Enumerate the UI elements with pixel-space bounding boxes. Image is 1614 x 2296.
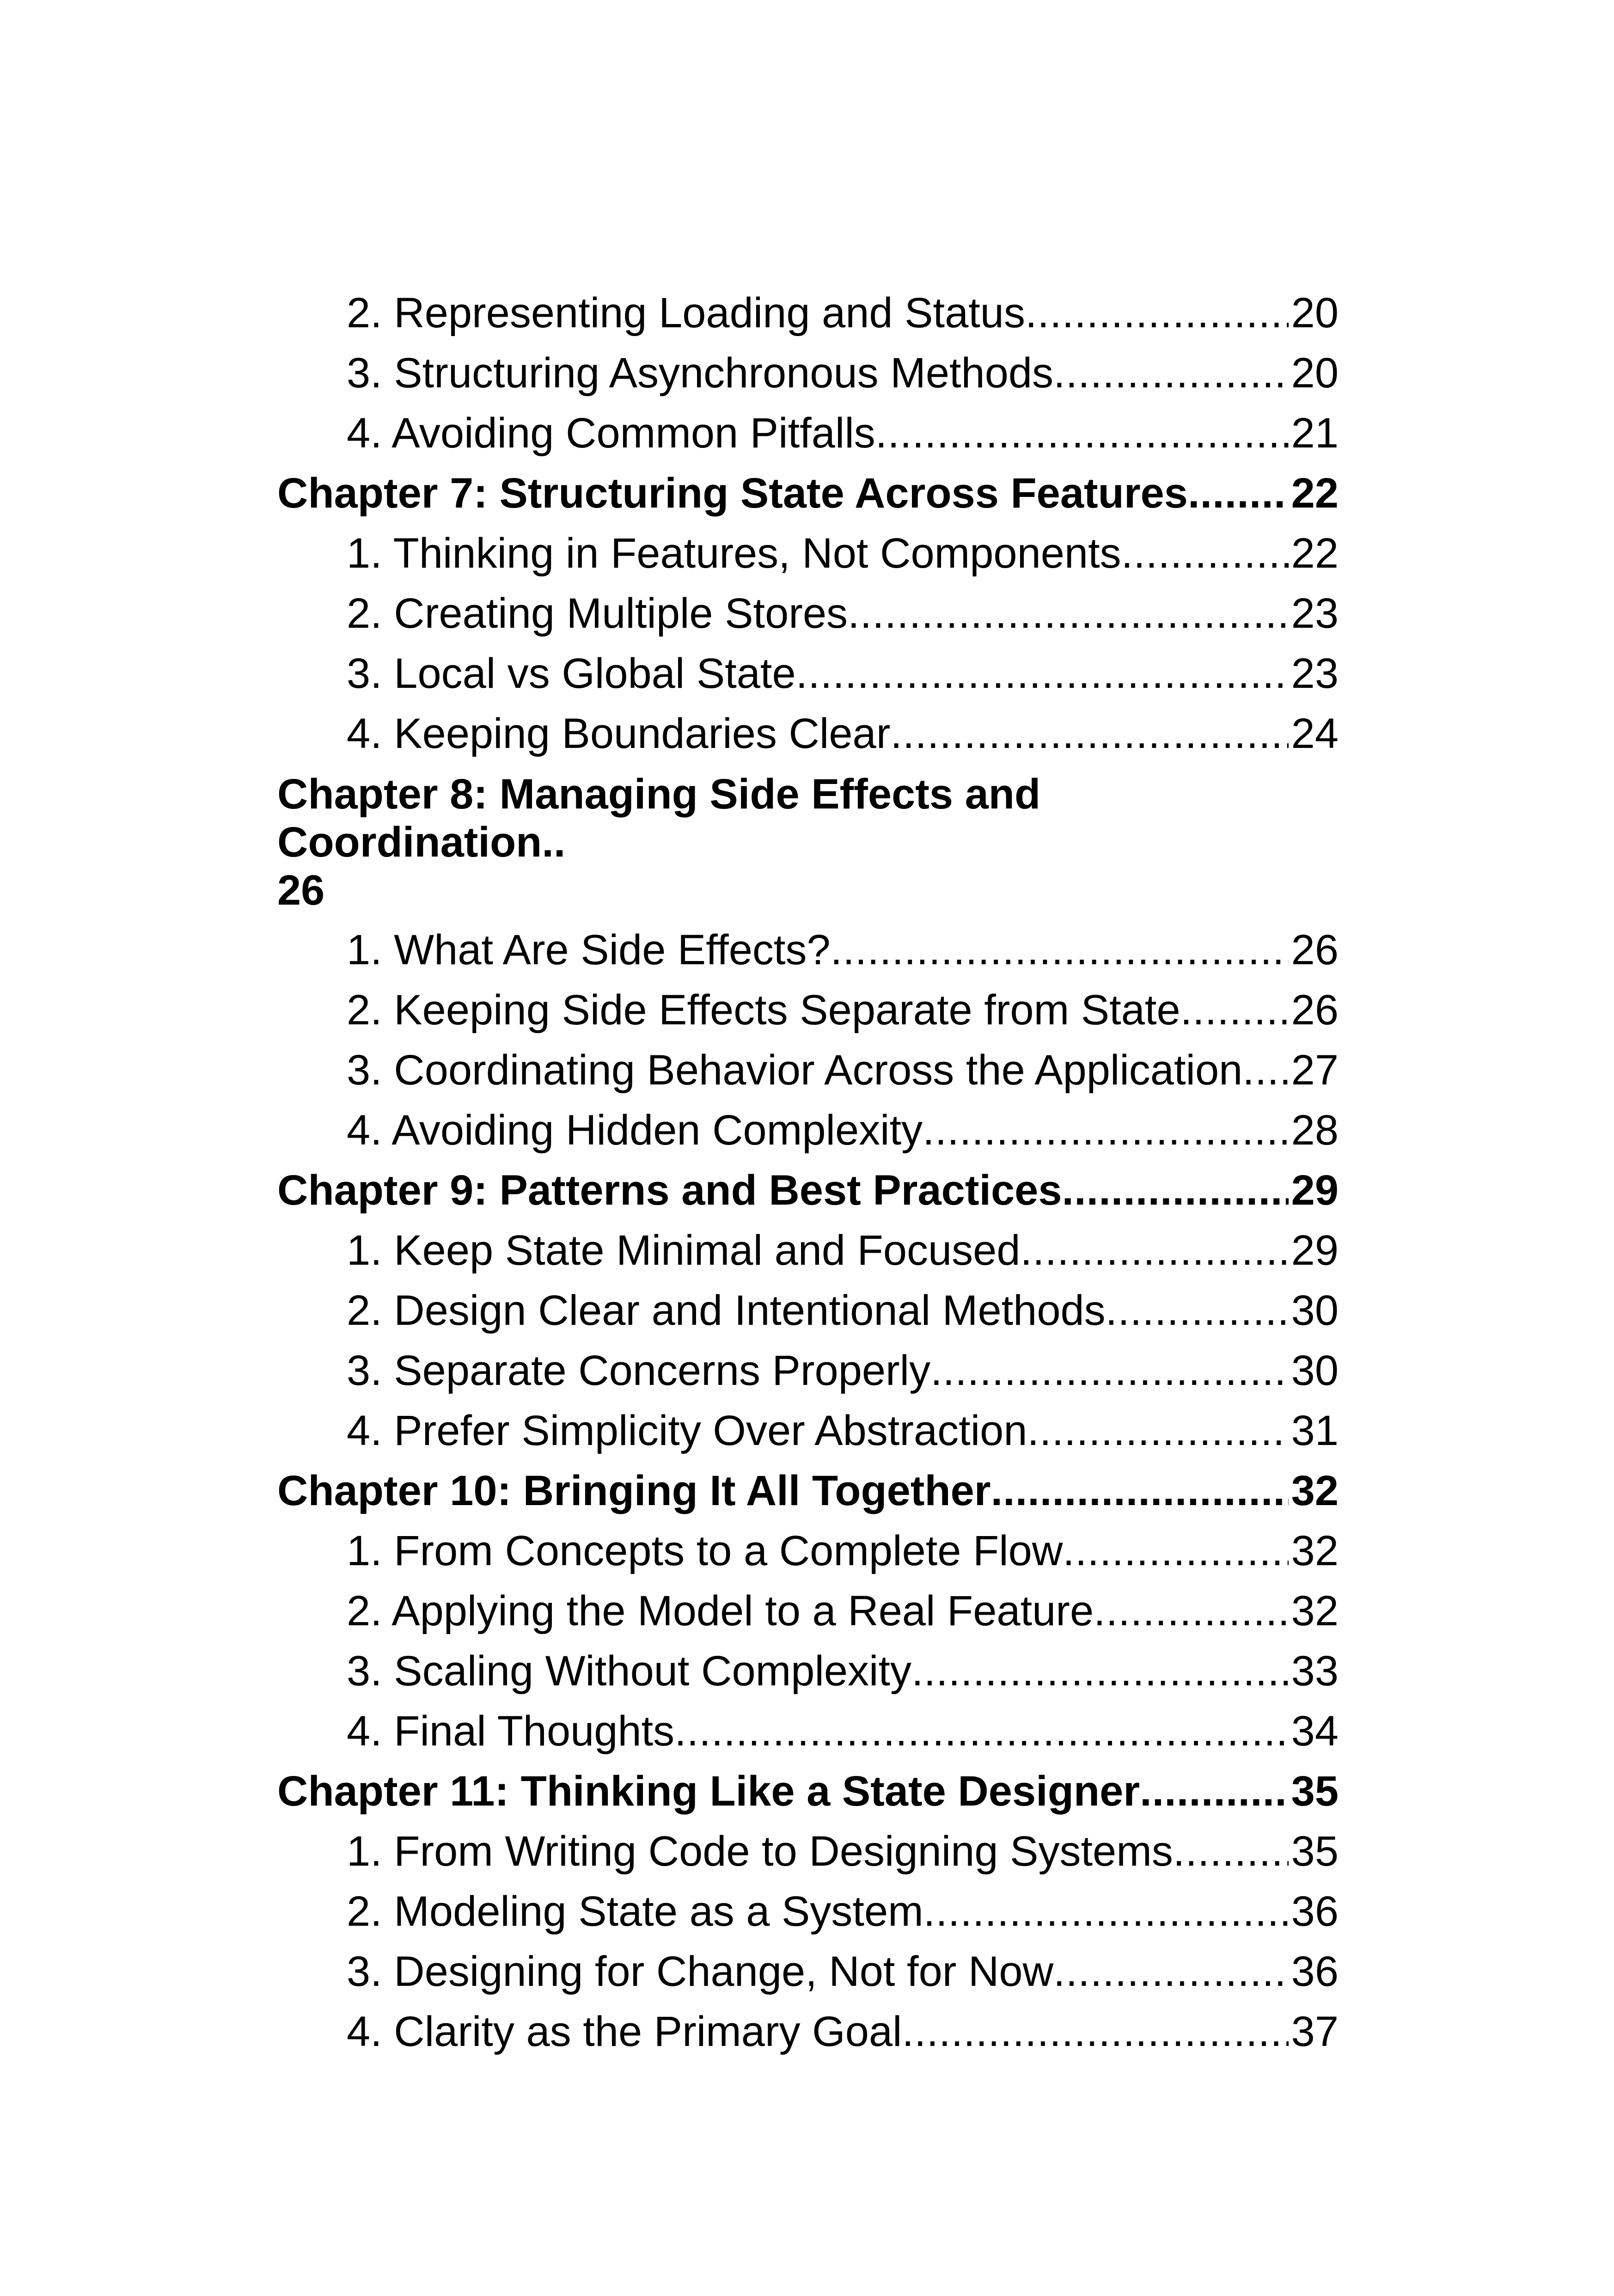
- toc-section-entry[interactable]: [277, 980, 1339, 1040]
- toc-entry-title: 3. Scaling Without Complexity: [347, 1647, 912, 1695]
- toc-chapter-entry[interactable]: [277, 1761, 1339, 1821]
- toc-section-entry[interactable]: [277, 583, 1339, 643]
- dot-leader: [1021, 1220, 1289, 1280]
- toc-section-entry[interactable]: [277, 343, 1339, 403]
- dot-leader: [1242, 1040, 1288, 1100]
- dot-leader: [796, 643, 1289, 704]
- toc-entry-title: 2. Applying the Model to a Real Feature: [347, 1587, 1094, 1635]
- toc-chapter-entry[interactable]: [277, 1160, 1339, 1220]
- toc-page-number: 35: [1291, 1768, 1339, 1815]
- dot-leader: [902, 2002, 1288, 2062]
- toc-section-entry[interactable]: [277, 1280, 1339, 1341]
- dot-leader: [1063, 1521, 1288, 1581]
- toc-chapter-entry[interactable]: [277, 463, 1339, 523]
- toc-entry-title: 4. Avoiding Hidden Complexity: [347, 1107, 923, 1154]
- toc-entry-title: 4. Prefer Simplicity Over Abstraction: [347, 1407, 1027, 1454]
- toc-page-number: 20: [1291, 349, 1339, 397]
- dot-leader: [1094, 1581, 1289, 1641]
- toc-section-entry[interactable]: [277, 1641, 1339, 1701]
- toc-chapter-title: Chapter 9: Patterns and Best Practices: [277, 1167, 1062, 1214]
- toc-section-entry[interactable]: [277, 1401, 1339, 1461]
- dot-leader: [930, 1341, 1289, 1401]
- toc-page-number: 27: [1291, 1047, 1339, 1094]
- toc-page-number: 22: [1291, 470, 1339, 517]
- toc-page-number: 29: [1291, 1167, 1339, 1214]
- toc-page-number: 37: [1291, 2008, 1339, 2055]
- toc-entry-title: 4. Clarity as the Primary Goal: [347, 2008, 902, 2055]
- toc-entry-title: 4. Final Thoughts: [347, 1708, 675, 1755]
- toc-chapter-title: Chapter 7: Structuring State Across Features: [277, 470, 1188, 517]
- toc-section-entry[interactable]: [277, 2002, 1339, 2062]
- toc-section-entry[interactable]: [277, 1941, 1339, 2002]
- toc-section-entry[interactable]: [277, 283, 1339, 343]
- toc-page-number: 32: [1291, 1527, 1339, 1574]
- dot-leader: [890, 704, 1288, 764]
- dot-leader: [923, 1881, 1289, 1941]
- toc-section-entry[interactable]: [277, 1881, 1339, 1941]
- dot-leader: [911, 1641, 1289, 1701]
- toc-section-entry[interactable]: [277, 1821, 1339, 1881]
- toc-page-number: 32: [1291, 1587, 1339, 1635]
- dot-leader: [1140, 1761, 1289, 1821]
- toc-page-number: 36: [1291, 1888, 1339, 1935]
- toc-entry-title: 3. Coordinating Behavior Across the Application: [347, 1047, 1243, 1094]
- toc-page-number: 20: [1291, 289, 1339, 337]
- toc-page-number: 26: [1291, 926, 1339, 974]
- toc-section-entry[interactable]: [277, 403, 1339, 463]
- toc-chapter-title: Chapter 10: Bringing It All Together: [277, 1467, 991, 1514]
- toc-entry-title: 4. Avoiding Common Pitfalls: [347, 410, 875, 457]
- toc-section-entry[interactable]: [277, 920, 1339, 980]
- dot-leader: [831, 920, 1289, 980]
- toc-page-number: 32: [1291, 1467, 1339, 1514]
- toc-page-number: 30: [1291, 1347, 1339, 1394]
- toc-section-entry[interactable]: [277, 704, 1339, 764]
- toc-page-number: 23: [1291, 590, 1339, 637]
- dot-leader: [1106, 1280, 1289, 1341]
- dot-leader: [991, 1461, 1289, 1521]
- dot-leader: ..: [542, 819, 566, 866]
- toc-chapter-title: Chapter 8: Managing Side Effects and Coordination: [277, 771, 1041, 866]
- dot-leader: [1173, 1821, 1289, 1881]
- dot-leader: [875, 403, 1289, 463]
- dot-leader: [1053, 1941, 1289, 2002]
- toc-section-entry[interactable]: [277, 1581, 1339, 1641]
- toc-page-number: 23: [1291, 650, 1339, 697]
- toc-entry-title: 1. From Concepts to a Complete Flow: [347, 1527, 1063, 1574]
- toc-section-entry[interactable]: [277, 523, 1339, 583]
- dot-leader: [923, 1100, 1289, 1160]
- toc-page-number: 30: [1291, 1287, 1339, 1334]
- dot-leader: [1180, 980, 1289, 1040]
- toc-section-entry[interactable]: [277, 1521, 1339, 1581]
- dot-leader: [1053, 343, 1289, 403]
- toc-entry-title: 1. Thinking in Features, Not Components: [347, 530, 1121, 577]
- toc-section-entry[interactable]: [277, 643, 1339, 704]
- toc-entry-title: 2. Creating Multiple Stores: [347, 590, 848, 637]
- toc-page-number: 28: [1291, 1107, 1339, 1154]
- dot-leader: [1062, 1160, 1289, 1220]
- dot-leader: [1027, 1401, 1289, 1461]
- dot-leader: [674, 1701, 1288, 1761]
- toc-entry-title: 3. Structuring Asynchronous Methods: [347, 349, 1054, 397]
- toc-chapter-entry[interactable]: [277, 764, 1339, 920]
- toc-page-number: 36: [1291, 1948, 1339, 1995]
- toc-entry-title: 3. Designing for Change, Not for Now: [347, 1948, 1054, 1995]
- toc-section-entry[interactable]: [277, 1341, 1339, 1401]
- toc-entry-title: 2. Modeling State as a System: [347, 1888, 923, 1935]
- table-of-contents: [277, 283, 1339, 2062]
- toc-section-entry[interactable]: [277, 1100, 1339, 1160]
- toc-entry-title: 2. Keeping Side Effects Separate from State: [347, 986, 1180, 1034]
- toc-chapter-title: Chapter 11: Thinking Like a State Designer: [277, 1768, 1140, 1815]
- toc-entry-title: 1. What Are Side Effects?: [347, 926, 831, 974]
- toc-page-number: 35: [1291, 1828, 1339, 1875]
- toc-entry-title: 2. Design Clear and Intentional Methods: [347, 1287, 1106, 1334]
- toc-page-number: 26: [1291, 986, 1339, 1034]
- toc-entry-title: 1. Keep State Minimal and Focused: [347, 1227, 1021, 1274]
- toc-section-entry[interactable]: [277, 1220, 1339, 1280]
- toc-page-number: 21: [1291, 410, 1339, 457]
- dot-leader: [848, 583, 1289, 643]
- dot-leader: [1121, 523, 1289, 583]
- toc-entry-title: 2. Representing Loading and Status: [347, 289, 1025, 337]
- toc-page-number: 26: [277, 867, 325, 914]
- toc-entry-title: 1. From Writing Code to Designing Systems: [347, 1828, 1173, 1875]
- toc-page-number: 29: [1291, 1227, 1339, 1274]
- toc-page-number: 33: [1291, 1647, 1339, 1695]
- toc-page-number: 22: [1291, 530, 1339, 577]
- toc-entry-title: 3. Separate Concerns Properly: [347, 1347, 931, 1394]
- toc-section-entry[interactable]: [277, 1701, 1339, 1761]
- toc-entry-title: 4. Keeping Boundaries Clear: [347, 710, 891, 757]
- toc-entry-title: 3. Local vs Global State: [347, 650, 796, 697]
- toc-page-number: 31: [1291, 1407, 1339, 1454]
- dot-leader: [1025, 283, 1289, 343]
- toc-chapter-entry[interactable]: [277, 1461, 1339, 1521]
- toc-page-number: 24: [1291, 710, 1339, 757]
- dot-leader: [1188, 463, 1289, 523]
- toc-section-entry[interactable]: [277, 1040, 1339, 1100]
- toc-page-number: 34: [1291, 1708, 1339, 1755]
